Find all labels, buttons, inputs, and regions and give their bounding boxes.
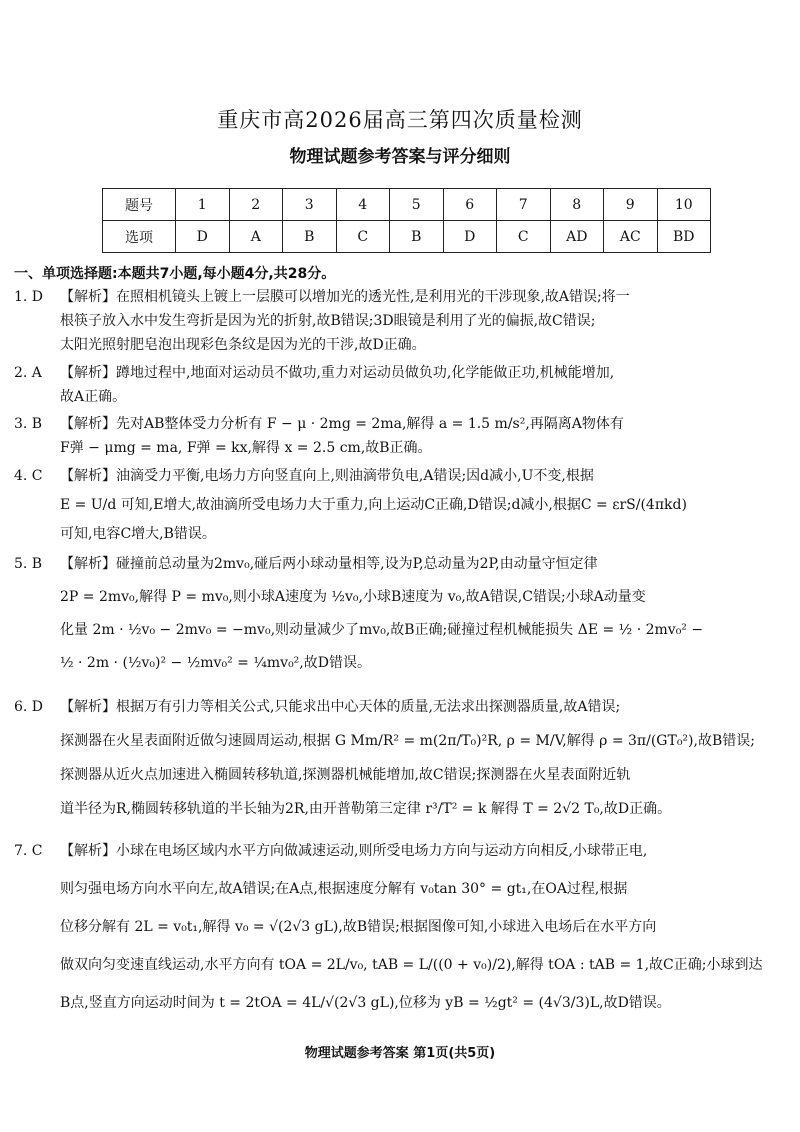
answer-cell: C (336, 221, 390, 253)
question-text-line: 2P = 2mv₀,解得 P = mv₀,则小球A速度为 ½v₀,小球B速度为 v₀,故A错误,C错误;小球A动量变 (60, 589, 646, 605)
answer-cell: D (443, 221, 497, 253)
question-text-line: ½ · 2m · (½v₀)² − ½mv₀² = ¼mv₀²,故D错误。 (60, 655, 371, 671)
question-5 (14, 548, 786, 680)
question-text-line: 探测器在火星表面附近做匀速圆周运动,根据 G Mm/R² = m(2π/T₀)²R, ρ = M/V,解得 ρ = 3π/(GT₀²),故B错误; (60, 733, 755, 749)
question-text-line: 做双向匀变速直线运动,水平方向有 tOA = 2L/v₀, tAB = L/((0 + v₀)/2),解得 tOA : tAB = 1,故C正确;小球到达 (60, 957, 763, 973)
question-4 (14, 462, 786, 549)
question-number: 7. C (14, 843, 43, 859)
page-footer: 物理试题参考答案 第1页(共5页) (304, 1046, 496, 1061)
question-number: 5. B (14, 556, 43, 572)
answer-cell: B (390, 221, 444, 253)
question-text-line: 位移分解有 2L = v₀t₁,解得 v₀ = √(2√3 gL),故B错误;根据图像可知,小球进入电场后在水平方向 (60, 919, 657, 935)
answer-table-answer-row (103, 221, 711, 253)
answer-table-number-row (103, 189, 711, 221)
question-3 (14, 412, 786, 460)
page-title: 重庆市高2026届高三第四次质量检测 (217, 108, 583, 132)
answer-cell: AD (550, 221, 604, 253)
question-number-cell: 3 (283, 189, 337, 221)
question-text-line: 【解析】先对AB整体受力分析有 F − μ · 2mg = 2ma,解得 a = 1.5 m/s²,再隔离A物体有 (60, 416, 624, 432)
answer-cell: B (283, 221, 337, 253)
question-text-line: E = U/d 可知,E增大,故油滴所受电场力大于重力,向上运动C正确,D错误;d减小,根据C = εrS/(4πkd) (60, 497, 687, 513)
question-text-line: 【解析】小球在电场区域内水平方向做减速运动,则所受电场力方向与运动方向相反,小球带正电, (60, 843, 648, 859)
answer-cell: A (229, 221, 283, 253)
question-number: 4. C (14, 468, 43, 484)
question-number-cell: 8 (550, 189, 604, 221)
question-text-line: 可知,电容C增大,B错误。 (60, 526, 216, 542)
answer-cell: C (497, 221, 551, 253)
question-6 (14, 690, 786, 826)
question-1 (14, 285, 786, 357)
question-text-line: 【解析】根据万有引力等相关公式,只能求出中心天体的质量,无法求出探测器质量,故A错误; (60, 699, 621, 715)
question-text-line: 【解析】油滴受力平衡,电场力方向竖直向上,则油滴带负电,A错误;因d减小,U不变,根据 (60, 468, 594, 484)
question-number-cell: 2 (229, 189, 283, 221)
question-number-cell: 7 (497, 189, 551, 221)
question-text-line: F弹 − μmg = ma, F弹 = kx,解得 x = 2.5 cm,故B正确。 (60, 440, 432, 456)
answer-cell: BD (657, 221, 711, 253)
question-text-line: 化量 2m · ½v₀ − 2mv₀ = −mv₀,则动量减少了mv₀,故B正确;碰撞过程机械能损失 ΔE = ½ · 2mv₀² − (60, 622, 704, 638)
question-2 (14, 361, 786, 409)
question-text-line: 【解析】碰撞前总动量为2mv₀,碰后两小球动量相等,设为P,总动量为2P,由动量守恒定律 (60, 556, 598, 572)
question-text-line: 道半径为R,椭圆转移轨道的半长轴为2R,由开普勒第三定律 r³/T² = k 解得 T = 2√2 T₀,故D正确。 (60, 801, 672, 817)
question-number-cell: 5 (390, 189, 444, 221)
question-number: 1. D (14, 289, 44, 305)
answer-cell: AC (604, 221, 658, 253)
question-number-cell: 10 (657, 189, 711, 221)
question-number: 6. D (14, 699, 44, 715)
question-text-line: 【解析】蹲地过程中,地面对运动员不做功,重力对运动员做负功,化学能做正功,机械能增加, (60, 365, 615, 381)
question-number: 2. A (14, 365, 42, 381)
section-heading: 一、单项选择题:本题共7小题,每小题4分,共28分。 (14, 266, 336, 282)
question-text-line: 根筷子放入水中发生弯折是因为光的折射,故B错误;3D眼镜是利用了光的偏振,故C错误; (60, 313, 596, 329)
answer-table-row-label: 题号 (103, 189, 176, 221)
question-text-line: B点,竖直方向运动时间为 t = 2tOA = 4L/√(2√3 gL),位移为 yB = ½gt² = (4√3/3)L,故D错误。 (60, 995, 671, 1011)
question-number-cell: 6 (443, 189, 497, 221)
question-text-line: 太阳光照射肥皂泡出现彩色条纹是因为光的干涉,故D正确。 (60, 337, 426, 353)
answer-table-row-label: 选项 (103, 221, 176, 253)
question-text-line: 探测器从近火点加速进入椭圆转移轨道,探测器机械能增加,故C错误;探测器在火星表面附近轨 (60, 767, 631, 783)
question-7 (14, 832, 786, 1022)
question-text-line: 【解析】在照相机镜头上镀上一层膜可以增加光的透光性,是利用光的干涉现象,故A错误;将一 (60, 289, 630, 305)
answer-table (102, 188, 711, 253)
question-number-cell: 1 (176, 189, 230, 221)
question-text-line: 则匀强电场方向水平向左,故A错误;在A点,根据速度分解有 v₀tan 30° = gt₁,在OA过程,根据 (60, 881, 628, 897)
question-number: 3. B (14, 416, 43, 432)
page-subtitle: 物理试题参考答案与评分细则 (289, 147, 511, 167)
question-text-line: 故A正确。 (60, 389, 127, 405)
question-number-cell: 4 (336, 189, 390, 221)
question-number-cell: 9 (604, 189, 658, 221)
answer-cell: D (176, 221, 230, 253)
